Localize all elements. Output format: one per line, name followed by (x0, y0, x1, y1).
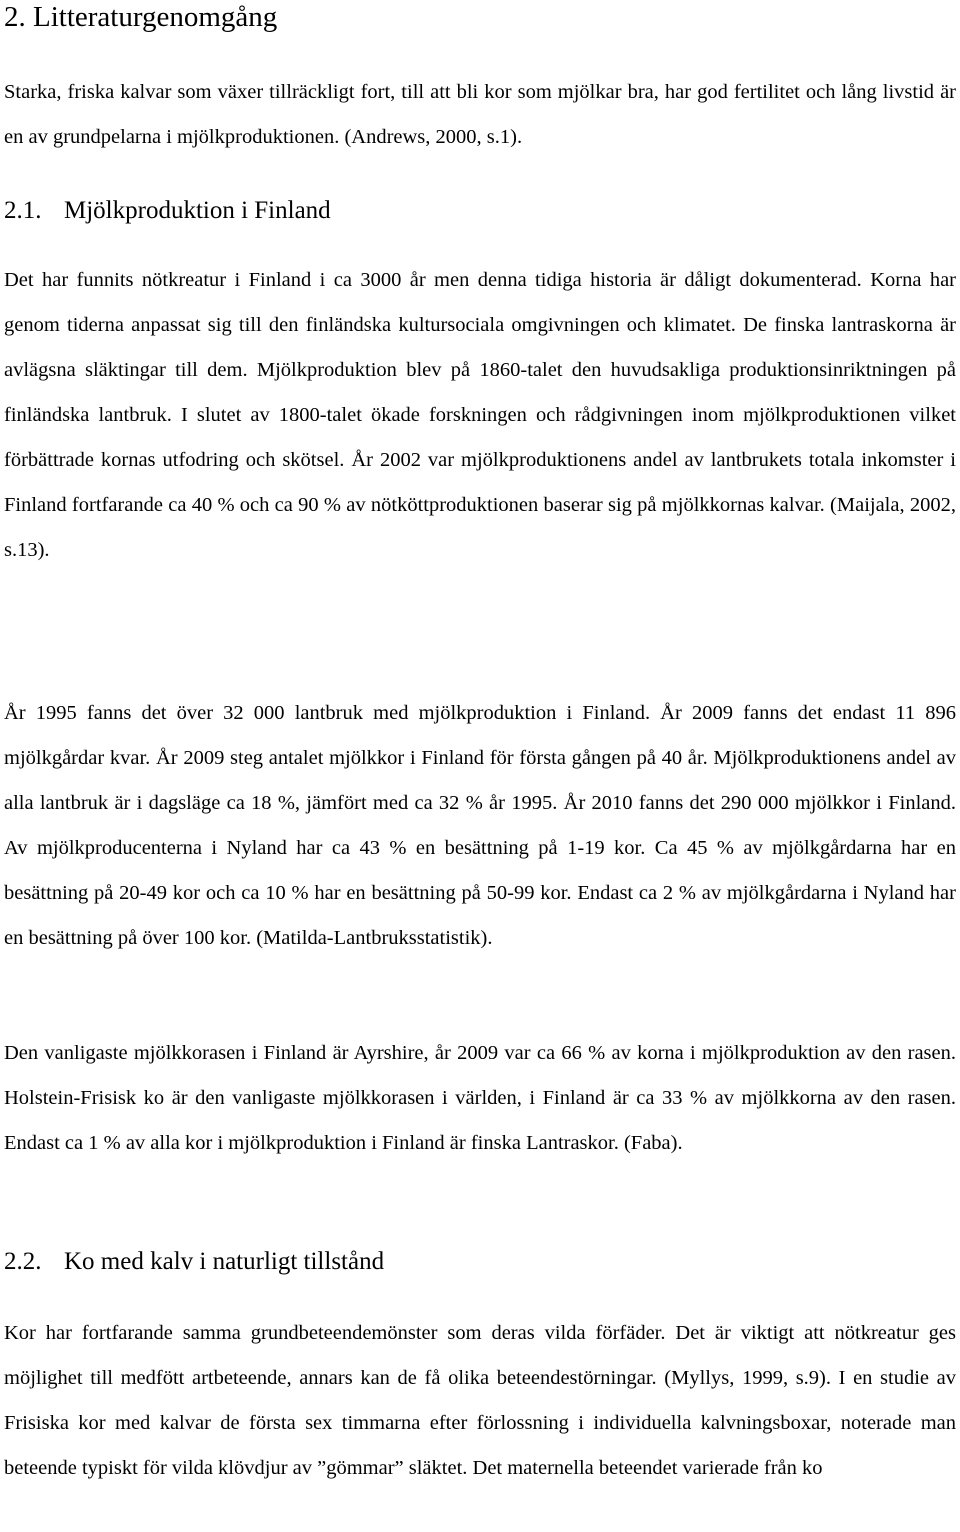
section-heading-2-2 (4, 1247, 384, 1277)
section-number: 2.2. (4, 1248, 42, 1275)
section-heading-2-1 (4, 196, 331, 226)
body-paragraph: Den vanligaste mjölkkorasen i Finland är Ayrshire, år 2009 var ca 66 % av korna i mjölkproduktion av den rasen. Holstein-Frisisk ko är den vanligaste mjölkkorasen i världen, i Finland är ca 33 % av mjölkkorna av den rasen. Endast ca 1 % av alla kor i mjölkproduktion i Finland är finska Lantraskor. (Faba). (4, 1042, 956, 1154)
body-paragraph: Kor har fortfarande samma grundbeteendemönster som deras vilda förfäder. Det är viktigt att nötkreatur ges möjlighet till medfött artbeteende, annars kan de få olika beteendestörningar. (Myllys, 1999, s.9). I en studie av Frisiska kor med kalvar de första sex timmarna efter förlossning i individuella kalvningsboxar, noterade man beteende typiskt för vilda klövdjur av ”gömmar” släktet. Det maternella beteendet varierade från ko (4, 1322, 956, 1479)
body-paragraph: Det har funnits nötkreatur i Finland i ca 3000 år men denna tidiga historia är dåligt dokumenterad. Korna har genom tiderna anpassat sig till den finländska kultursociala omgivningen och klimatet. De finska lantraskorna är avlägsna släktingar till dem. Mjölkproduktion blev på 1860-talet den huvudsakliga produktionsinriktningen på finländska lantbruk. I slutet av 1800-talet ökade forskningen och rådgivningen inom mjölkproduktionen vilket förbättrade kornas utfodring och skötsel. År 2002 var mjölkproduktionens andel av lantbrukets totala inkomster i Finland fortfarande ca 40 % och ca 90 % av nötköttproduktionen baserar sig på mjölkkornas kalvar. (Maijala, 2002, s.13). (4, 269, 956, 561)
section-title: Ko med kalv i naturligt tillstånd (64, 1248, 385, 1275)
chapter-heading: 2. Litteraturgenomgång (4, 1, 278, 33)
section-title: Mjölkproduktion i Finland (64, 197, 331, 224)
section-number: 2.1. (4, 197, 42, 224)
body-paragraph: År 1995 fanns det över 32 000 lantbruk med mjölkproduktion i Finland. År 2009 fanns det endast 11 896 mjölkgårdar kvar. År 2009 steg antalet mjölkkor i Finland för första gången på 40 år. Mjölkproduktionens andel av alla lantbruk är i dagsläge ca 18 %, jämfört med ca 32 % år 1995. År 2010 fanns det 290 000 mjölkkor i Finland. Av mjölkproducenterna i Nyland har ca 43 % en besättning på 1-19 kor. Ca 45 % av mjölkgårdarna har en besättning på 20-49 kor och ca 10 % har en besättning på 50-99 kor. Endast ca 2 % av mjölkgårdarna i Nyland har en besättning på över 100 kor. (Matilda-Lantbruksstatistik). (4, 702, 956, 949)
intro-paragraph: Starka, friska kalvar som växer tillräckligt fort, till att bli kor som mjölkar bra, har god fertilitet och lång livstid är en av grundpelarna i mjölkproduktionen. (Andrews, 2000, s.1). (4, 81, 956, 148)
